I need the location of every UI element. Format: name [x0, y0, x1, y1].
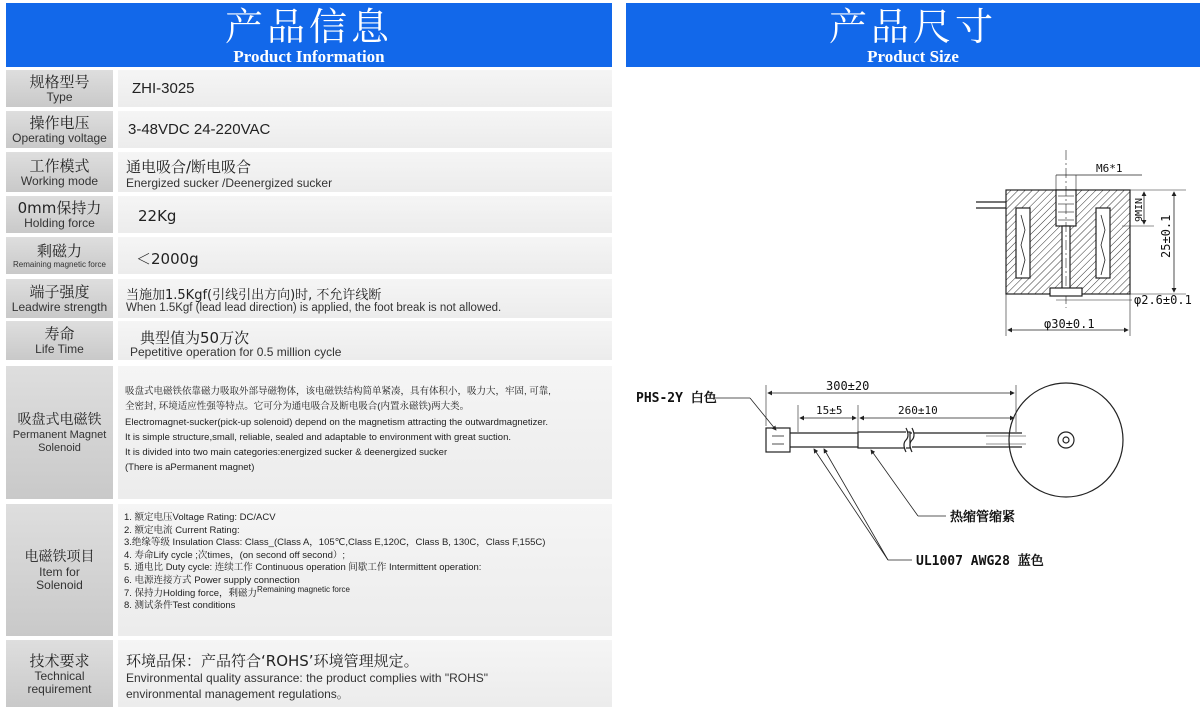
- list-item: 8. 测试条件Test conditions: [124, 600, 236, 612]
- spec-label: 寿命 Life Time: [6, 321, 113, 360]
- header-title-en: Product Size: [867, 47, 959, 66]
- dim-sleeve-length: 260±10: [898, 404, 938, 417]
- spec-value: 22Kg: [118, 196, 612, 233]
- dim-wire-diameter: φ2.6±0.1: [1134, 293, 1192, 307]
- dim-thread: M6*1: [1096, 162, 1123, 175]
- spec-label: 电磁铁项目 Item for Solenoid: [6, 504, 113, 636]
- spec-label: 端子强度 Leadwire strength: [6, 279, 113, 318]
- product-information-header: [6, 3, 612, 67]
- spec-value: 环境品保：产品符合‘ROHS’环境管理规定。 Environmental quality assurance: the product complies with "ROHS" environmental management regulations。: [118, 640, 612, 707]
- list-item: 5. 通电比 Duty cycle: 连续工作 Continuous operation 间歇工作 Intermittent operation:: [124, 562, 482, 574]
- spec-row-remaining-force: [6, 237, 612, 274]
- dimension-drawing: [626, 80, 1200, 711]
- spec-value: 3-48VDC 24-220VAC: [118, 111, 612, 148]
- list-item: 6. 电源连接方式 Power supply connection: [124, 574, 300, 586]
- spec-value: [118, 504, 612, 636]
- dim-depth: 9MIN: [1134, 197, 1145, 222]
- header-title-cn: 产品尺寸: [828, 5, 997, 49]
- spec-row-working-mode: [6, 152, 612, 192]
- list-item: 3.绝缘等级 Insulation Class: Class_(Class A，105℃,Class E,120C，Class B, 130C，Class F,155C): [124, 537, 546, 549]
- spec-row-type: [6, 70, 612, 107]
- list-item: 1. 额定电压Voltage Rating: DC/ACV: [124, 512, 276, 523]
- header-title-cn: 产品信息: [224, 5, 393, 49]
- spec-value: 典型值为50万次 Pepetitive operation for 0.5 million cycle: [118, 321, 612, 360]
- spec-row-life-time: [6, 321, 612, 360]
- spec-row-voltage: [6, 111, 612, 148]
- spec-row-permanent-magnet: [6, 366, 612, 499]
- dim-lead-total: 300±20: [826, 379, 870, 393]
- spec-label: 工作模式 Working mode: [6, 152, 113, 192]
- dim-strip-length: 15±5: [816, 404, 843, 417]
- spec-value: ZHI-3025: [118, 70, 612, 107]
- spec-row-technical-requirement: [6, 640, 612, 707]
- solenoid-item-list: [124, 512, 606, 613]
- list-item: 7. 保持力Holding force，剩磁力$^{Remaining magnetic force}$: [124, 584, 350, 599]
- spec-label: 吸盘式电磁铁 Permanent Magnet Solenoid: [6, 366, 113, 499]
- spec-label: 技术要求 Technical requirement: [6, 640, 113, 707]
- label-connector: PHS-2Y 白色: [636, 391, 717, 406]
- spec-label: 剩磁力 Remaining magnetic force: [6, 237, 113, 274]
- description-paragraph: 吸盘式电磁铁依靠磁力吸取外部导磁物体，该电磁铁结构简单紧凑，具有体积小，吸力大，牢固, 可靠, 全密封, 环境适应性强等特点。它可分为通电吸合及断电吸合(内置永磁铁)两大类。 Electromagnet-sucker(pick-up solenoid) depend on the magnetism attracting the outwardmagnetizer. It is simple structure,small, reliable, sealed and adaptable to environment with great suction. It is divided into two main categories:energized sucker & deenergized sucker (There is aPermanent magnet): [125, 386, 551, 474]
- spec-value: 当施加1.5Kgf(引线引出方向)时, 不允许线断 When 1.5Kgf (lead lead direction) is applied, the foot break is not allowed.: [118, 279, 612, 318]
- spec-row-solenoid-items: [6, 504, 612, 636]
- dim-height: 25±0.1: [1159, 214, 1173, 258]
- dim-diameter: φ30±0.1: [1044, 317, 1095, 331]
- label-wire: UL1007 AWG28 蓝色: [916, 554, 1044, 569]
- list-item: 4. 寿命Lify cycle ;次times，(on second off second）;: [124, 549, 346, 561]
- product-size-header: [626, 3, 1200, 67]
- spec-label: 操作电压 Operating voltage: [6, 111, 113, 148]
- spec-value: ＜2000g: [118, 237, 612, 274]
- spec-value: 通电吸合/断电吸合 Energized sucker /Deenergized sucker: [118, 152, 612, 192]
- spec-value: [118, 366, 612, 499]
- label-heat-shrink: 热缩管缩紧: [950, 510, 1016, 525]
- spec-label: 0mm保持力 Holding force: [6, 196, 113, 233]
- header-title-en: Product Information: [233, 47, 385, 66]
- cross-section-view: [976, 150, 1186, 336]
- spec-label: 规格型号 Type: [6, 70, 113, 107]
- spec-row-leadwire-strength: [6, 279, 612, 318]
- spec-row-holding-force: [6, 196, 612, 233]
- list-item: 2. 额定电流 Current Rating:: [124, 524, 240, 536]
